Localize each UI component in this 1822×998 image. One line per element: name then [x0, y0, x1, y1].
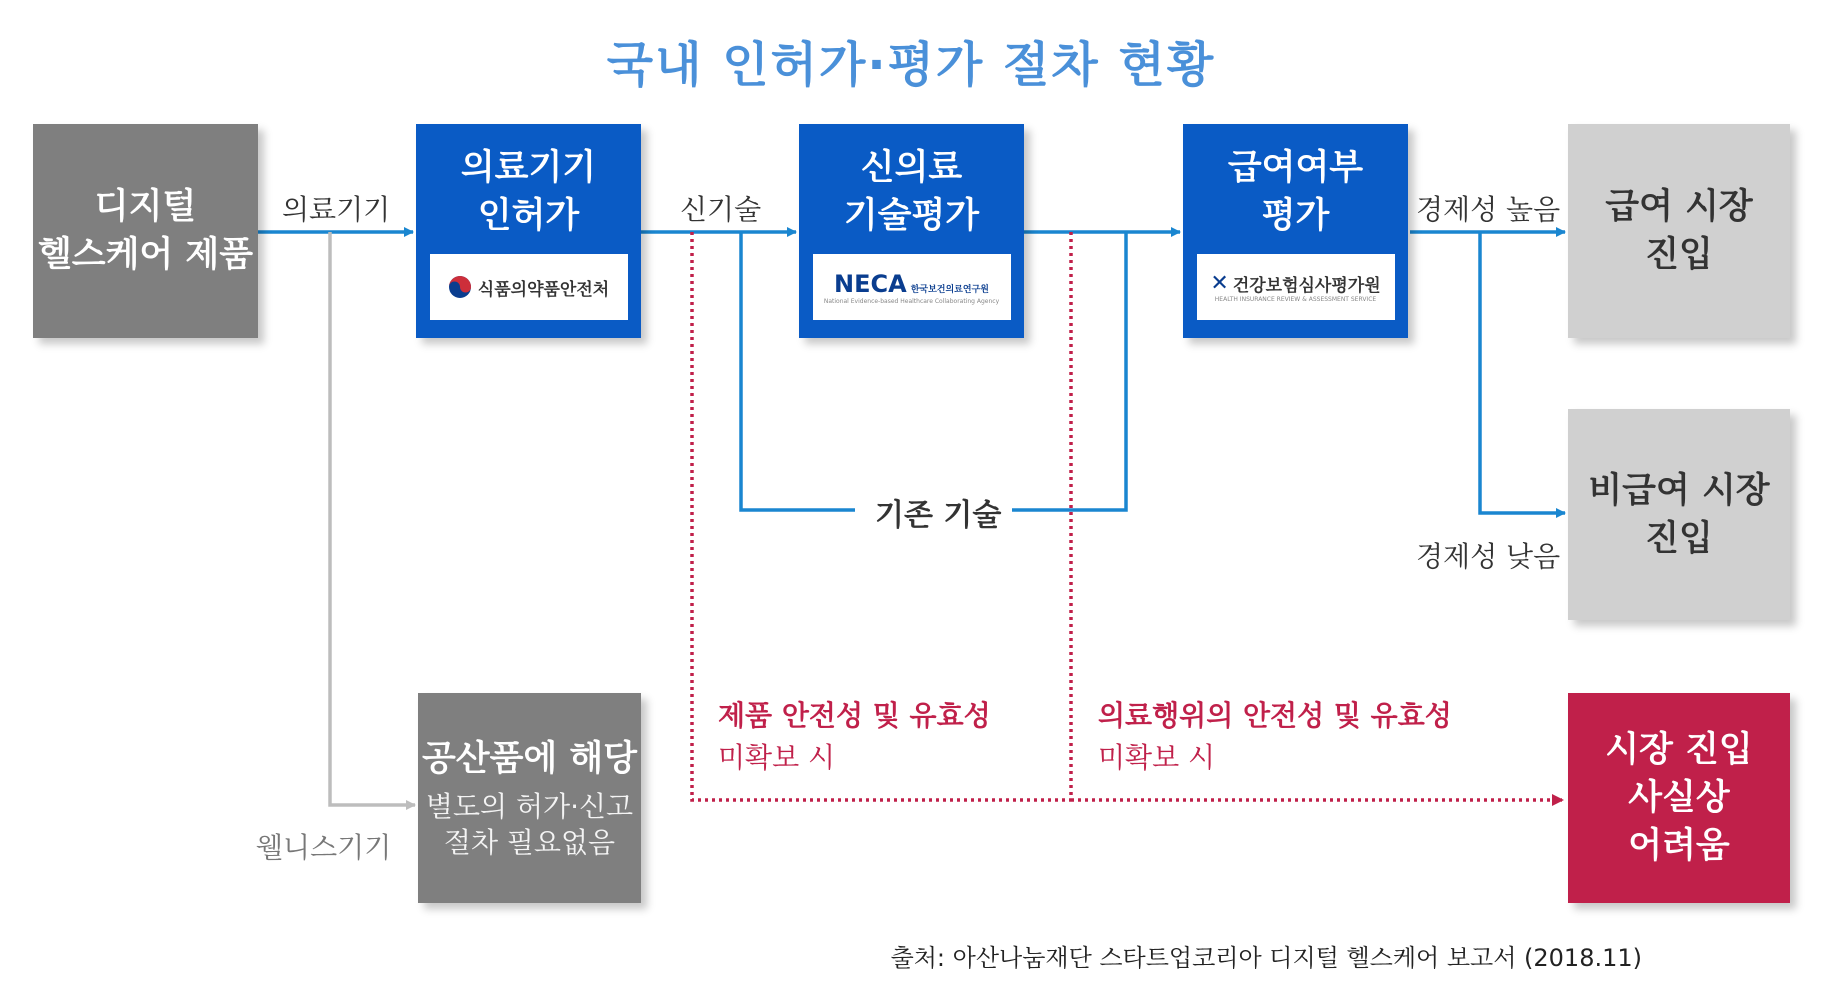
label-wellness-device: 웰니스기기: [256, 831, 392, 864]
device-approval-label: 의료기기 인허가: [460, 148, 597, 236]
mfds-logo: [430, 254, 628, 320]
new-tech-label: 신의료 기술평가: [843, 148, 980, 236]
label-fail-procedure-sub: 미확보 시: [1098, 741, 1216, 774]
neca-logo-english: National Evidence-based Healthcare Collaborating Agency: [823, 297, 1000, 305]
taegeuk-icon: [448, 275, 472, 299]
line-existing-tech-right: [1012, 232, 1126, 510]
label-existing-tech: 기존 기술: [875, 498, 1002, 533]
noncovered-market-box: [1568, 409, 1790, 620]
goods-subtitle: 별도의 허가·신고 절차 필요없음: [425, 790, 634, 859]
hira-x-icon: ✕: [1210, 271, 1229, 296]
noncovered-market-label: 비급여 시장 진입: [1588, 470, 1770, 559]
page-title: 국내 인허가·평가 절차 현황: [606, 37, 1216, 93]
hira-logo-english: HEALTH INSURANCE REVIEW & ASSESSMENT SERVICE: [1214, 296, 1377, 303]
coverage-label: 급여여부 평가: [1227, 148, 1364, 236]
label-fail-product-title: 제품 안전성 및 유효성: [718, 699, 991, 732]
label-high-economic: 경제성 높음: [1416, 193, 1561, 226]
digital-healthcare-product-box: [33, 124, 258, 338]
neca-logo-korean: 한국보건의료연구원: [910, 284, 989, 295]
covered-market-label: 급여 시장 진입: [1605, 187, 1753, 275]
market-entry-hard-box: [1568, 693, 1790, 903]
hira-logo-text: 건강보험심사평가원: [1232, 276, 1381, 296]
label-new-technology: 신기술: [680, 193, 762, 226]
arrow-coverage-to-noncovered: [1480, 232, 1565, 513]
neca-logo-text: NECA: [834, 269, 907, 298]
new-tech-assessment-box: [799, 124, 1024, 338]
mfds-logo-text: 식품의약품안전처: [477, 279, 610, 300]
device-approval-box: [416, 124, 641, 338]
label-fail-product-sub: 미확보 시: [718, 741, 836, 774]
label-medical-device: 의료기기: [282, 193, 391, 226]
hira-logo: [1197, 254, 1395, 320]
coverage-assessment-box: [1183, 124, 1408, 338]
hard-entry-label: 시장 진입 사실상 어려움: [1605, 730, 1753, 866]
product-box-label: 디지털 헬스케어 제품: [37, 187, 254, 275]
neca-logo: [813, 254, 1011, 320]
arrow-wellness-to-goods: [330, 232, 415, 805]
covered-market-box: [1568, 124, 1790, 338]
label-fail-procedure-title: 의료행위의 안전성 및 유효성: [1098, 699, 1452, 732]
industrial-goods-box: [418, 693, 641, 903]
goods-title: 공산품에 해당: [421, 739, 638, 779]
label-low-economic: 경제성 낮음: [1416, 540, 1561, 573]
source-citation: 출처: 아산나눔재단 스타트업코리아 디지털 헬스케어 보고서 (2018.11): [890, 944, 1642, 972]
